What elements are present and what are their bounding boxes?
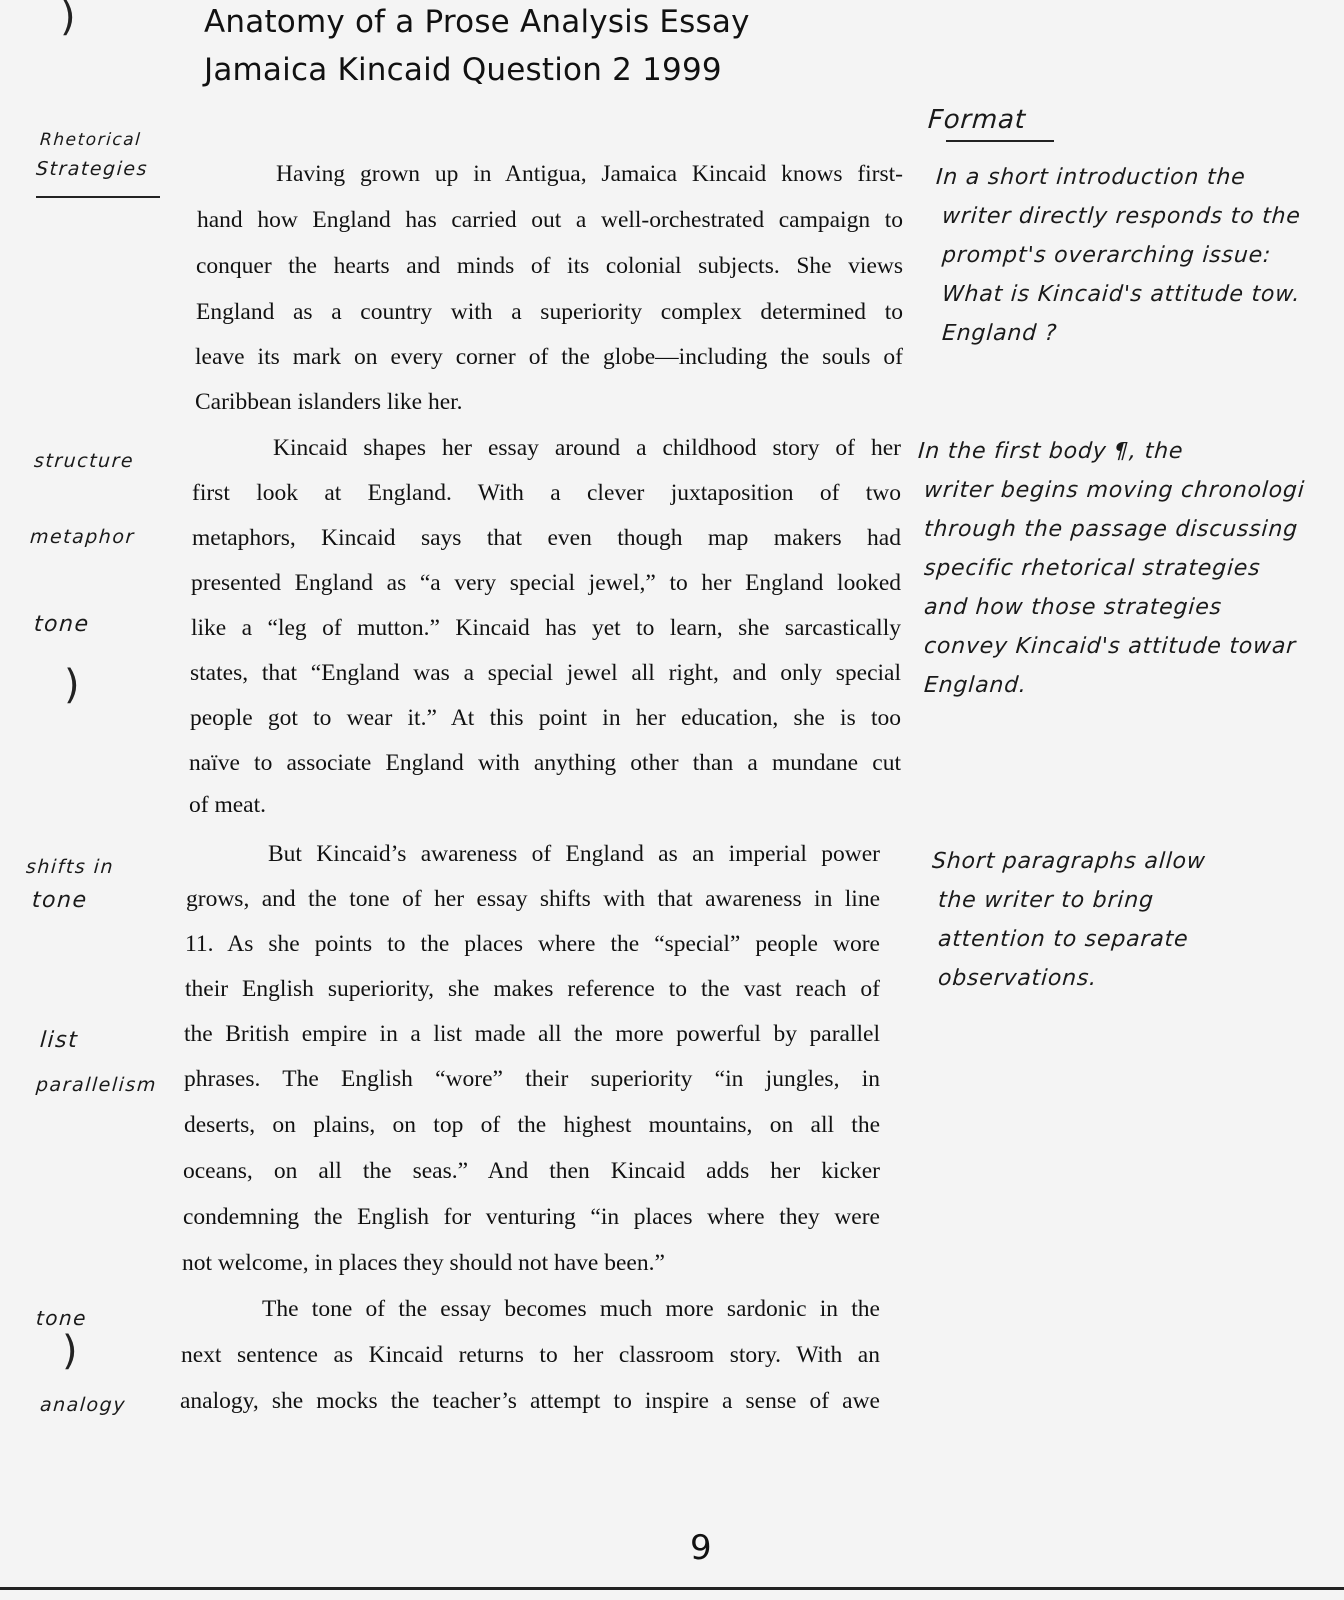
essay-line: states, that “England was a special jewel all right, and only special <box>190 660 901 686</box>
essay-line: first look at England. With a clever juxtaposition of two <box>192 480 901 506</box>
essay-line: oceans, on all the seas.” And then Kincaid adds her kicker <box>183 1158 880 1184</box>
essay-line: like a “leg of mutton.” Kincaid has yet to learn, she sarcastically <box>191 615 901 641</box>
margin-heading-2: Strategies <box>35 158 149 180</box>
hand-drawn-smile-mark: ) <box>64 662 80 708</box>
margin-heading-1: Rhetorical <box>39 130 143 150</box>
essay-line: the British empire in a list made all the more powerful by parallel <box>184 1021 880 1047</box>
essay-line: The tone of the essay becomes much more sardonic in the <box>262 1296 880 1322</box>
margin-note-shifts-in: shifts in <box>25 856 115 878</box>
side-note-line: writer begins moving chronologi <box>923 478 1306 503</box>
margin-note-shifts-tone: tone <box>31 888 89 913</box>
side-note-line: In the first body ¶, the <box>917 439 1185 464</box>
essay-line: next sentence as Kincaid returns to her classroom story. With an <box>181 1342 880 1368</box>
essay-line: not welcome, in places they should not have been.” <box>182 1250 665 1276</box>
side-note-line: prompt's overarching issue: <box>941 243 1273 268</box>
essay-line: naïve to associate England with anything other than a mundane cut <box>189 750 901 776</box>
margin-note-tone-2: tone <box>35 1306 88 1330</box>
side-note-line: the writer to bring <box>937 888 1155 913</box>
hand-drawn-smile-mark: ) <box>62 1328 78 1374</box>
margin-note-list: list <box>39 1028 80 1053</box>
page-number: 9 <box>690 1528 712 1568</box>
side-note-line: and how those strategies <box>923 595 1223 620</box>
essay-line: presented England as “a very special jewel,” to her England looked <box>191 570 901 596</box>
margin-heading-underline <box>36 196 160 198</box>
essay-line: phrases. The English “wore” their superiority “in jungles, in <box>184 1066 880 1092</box>
essay-line: their English superiority, she makes reference to the vast reach of <box>185 976 880 1002</box>
margin-note-metaphor: metaphor <box>29 526 136 548</box>
essay-line: grows, and the tone of her essay shifts with that awareness in line <box>186 886 880 912</box>
margin-note-tone: tone <box>33 612 91 637</box>
essay-line: Kincaid shapes her essay around a childhood story of her <box>273 435 901 461</box>
essay-line: 11. As she points to the places where the “special” people wore <box>185 931 880 957</box>
side-note-line: observations. <box>937 966 1098 991</box>
side-note-line: What is Kincaid's attitude tow. <box>941 282 1302 307</box>
side-note-line: writer directly responds to the <box>941 204 1302 229</box>
essay-line: England as a country with a superiority complex determined to <box>196 299 903 325</box>
side-note-line: attention to separate <box>937 927 1190 952</box>
side-note-line: Short paragraphs allow <box>931 849 1207 874</box>
essay-line: analogy, she mocks the teacher’s attempt to inspire a sense of awe <box>180 1388 880 1414</box>
essay-line: Caribbean islanders like her. <box>195 389 463 415</box>
side-note-line: convey Kincaid's attitude towar <box>923 634 1297 659</box>
essay-line: metaphors, Kincaid says that even though map makers had <box>192 525 901 551</box>
essay-line: But Kincaid’s awareness of England as an imperial power <box>268 841 880 867</box>
title-line-2: Jamaica Kincaid Question 2 1999 <box>204 52 722 88</box>
essay-line: deserts, on plains, on top of the highest mountains, on all the <box>184 1112 880 1138</box>
essay-line: people got to wear it.” At this point in her education, she is too <box>190 705 901 731</box>
side-heading-underline <box>946 140 1054 142</box>
hand-drawn-smile-mark: ) <box>60 0 76 40</box>
essay-line: conquer the hearts and minds of its colonial subjects. She views <box>196 253 903 279</box>
side-note-line: England ? <box>941 321 1059 346</box>
side-note-line: through the passage discussing <box>923 517 1299 542</box>
bottom-rule <box>0 1587 1344 1590</box>
title-line-1: Anatomy of a Prose Analysis Essay <box>204 4 750 40</box>
essay-line: of meat. <box>189 792 266 818</box>
side-note-line: specific rhetorical strategies <box>923 556 1262 581</box>
margin-note-structure: structure <box>33 450 135 472</box>
essay-line: Having grown up in Antigua, Jamaica Kincaid knows first- <box>276 161 903 187</box>
essay-line: leave its mark on every corner of the globe—including the souls of <box>195 344 903 370</box>
side-note-line: In a short introduction the <box>935 165 1247 190</box>
margin-note-analogy: analogy <box>39 1394 127 1416</box>
side-note-line: England. <box>923 673 1028 698</box>
side-heading-format: Format <box>926 105 1027 135</box>
essay-line: condemning the English for venturing “in places where they were <box>183 1204 880 1230</box>
margin-note-parallelism: parallelism <box>35 1074 158 1096</box>
essay-line: hand how England has carried out a well-orchestrated campaign to <box>197 207 903 233</box>
